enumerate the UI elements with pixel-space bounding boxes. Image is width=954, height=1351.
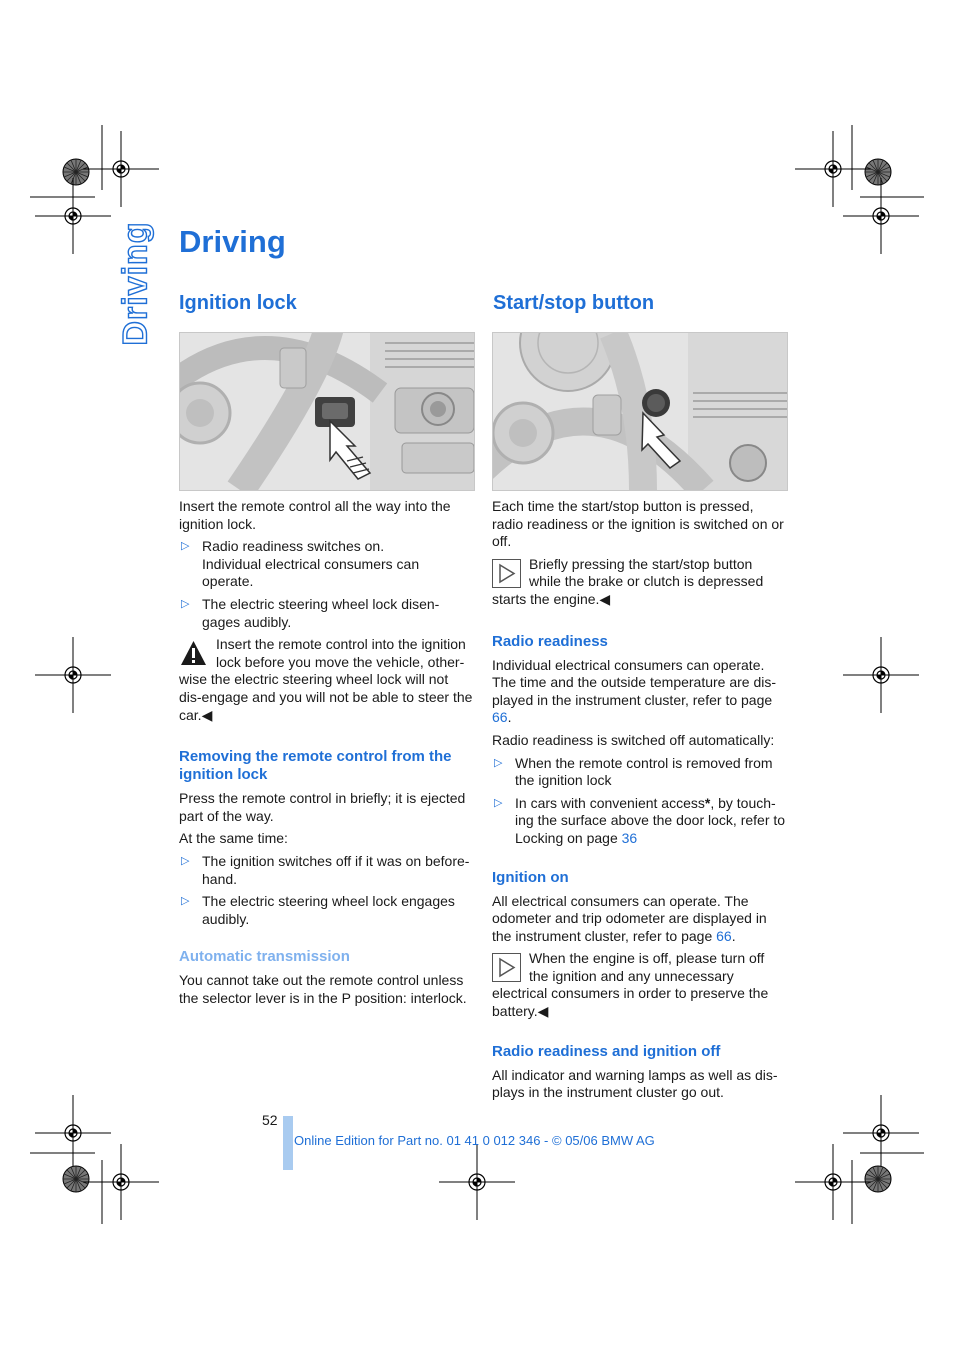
triangle-bullet-icon: ▷ [181,854,190,867]
radio-readiness-p1: Individual electrical consumers can operate. The time and the outside temperature are dis-played in the instrument cluster, refer to page 66. [492,656,777,726]
list-item [179,596,473,631]
automatic-p1: You cannot take out the remote control unless the selector lever is in the P position: interlock. [179,972,467,1006]
option-star: * [704,794,711,811]
info-note [492,950,786,1020]
page-66-link[interactable]: 66 [716,927,732,944]
radio-off-p1: All indicator and warning lamps as well as dis-plays in the instrument cluster go out. [492,1066,778,1101]
triangle-bullet-icon: ▷ [494,756,503,769]
info-note-text: Briefly pressing the start/stop button while the brake or clutch is depressed starts the engine.◀ [492,555,764,607]
info-note-text: When the engine is off, please turn off the ignition and any unnecessary electrical consumers in order to preserve the battery.◀ [492,950,769,1020]
ignition-on-heading: Ignition on [492,868,569,886]
removing-remote-heading: Removing the remote control from the ignition lock [179,748,452,784]
page-66-link[interactable]: 66 [492,709,508,726]
list-item-text: Radio readiness switches on. Individual electrical consumers can operate. [202,538,420,590]
note-triangle-icon [492,953,521,982]
left-column [179,498,473,1012]
ignition-lock-heading: Ignition lock [179,292,297,314]
triangle-bullet-icon: ▷ [494,796,503,809]
list-item-text: When the remote control is removed from the ignition lock [515,754,773,789]
info-note [492,556,786,609]
removing-p2: At the same time: [179,830,288,847]
list-item [179,538,473,591]
triangle-bullet-icon: ▷ [181,895,190,908]
radio-readiness-heading: Radio readiness [492,632,608,650]
right-column [492,498,786,1107]
page-number: 52 [262,1112,278,1128]
start-stop-intro: Each time the start/stop button is pressed, radio readiness or the ignition is switched on or off. [492,498,784,550]
list-item-text: The ignition switches off if it was on before-hand. [202,852,470,887]
footer-color-bar [283,1116,293,1170]
note-triangle-icon [492,559,521,588]
footer-edition-text: Online Edition for Part no. 01 41 0 012 346 - © 05/06 BMW AG [294,1133,655,1148]
list-item-text: The electric steering wheel lock disen-gages audibly. [202,595,440,630]
radio-readiness-p2: Radio readiness is switched off automatically: [492,731,775,748]
ignition-lock-intro: Insert the remote control all the way into the ignition lock. [179,498,451,532]
ignition-on-p1: All electrical consumers can operate. The odometer and trip odometer are displayed in the instrument cluster, refer to page 66. [492,892,767,944]
removing-bullets [179,853,473,928]
triangle-bullet-icon: ▷ [181,540,190,553]
removing-p1: Press the remote control in briefly; it is ejected part of the way. [179,790,466,824]
page-title: Driving [179,224,286,259]
warning-note [179,636,473,724]
list-item-text: The electric steering wheel lock engages audibly. [202,893,455,927]
list-item [179,893,473,928]
automatic-transmission-heading: Automatic transmission [179,948,350,966]
radio-readiness-bullets [492,755,786,848]
start-stop-button-illustration [492,332,788,491]
radio-readiness-ignition-off-heading: Radio readiness and ignition off [492,1042,721,1060]
warning-triangle-icon [179,639,208,668]
warning-text: Insert the remote control into the ignition lock before you move the vehicle, other-wise the electric steering wheel lock will not dis-engage and you will not be able to steer the car.◀ [179,636,473,723]
ignition-lock-illustration [179,332,475,491]
triangle-bullet-icon: ▷ [181,597,190,610]
start-stop-heading: Start/stop button [493,292,655,314]
page-36-link[interactable]: 36 [621,829,638,846]
side-chapter-tab [116,220,156,346]
ignition-lock-bullets [179,538,473,631]
list-item [492,755,786,790]
side-chapter-label: Driving [116,220,155,346]
list-item: ▷ In cars with convenient access*, by touch-ing the surface above the door lock, refer to Locking on page 36 [494,794,786,846]
list-item [179,853,473,888]
